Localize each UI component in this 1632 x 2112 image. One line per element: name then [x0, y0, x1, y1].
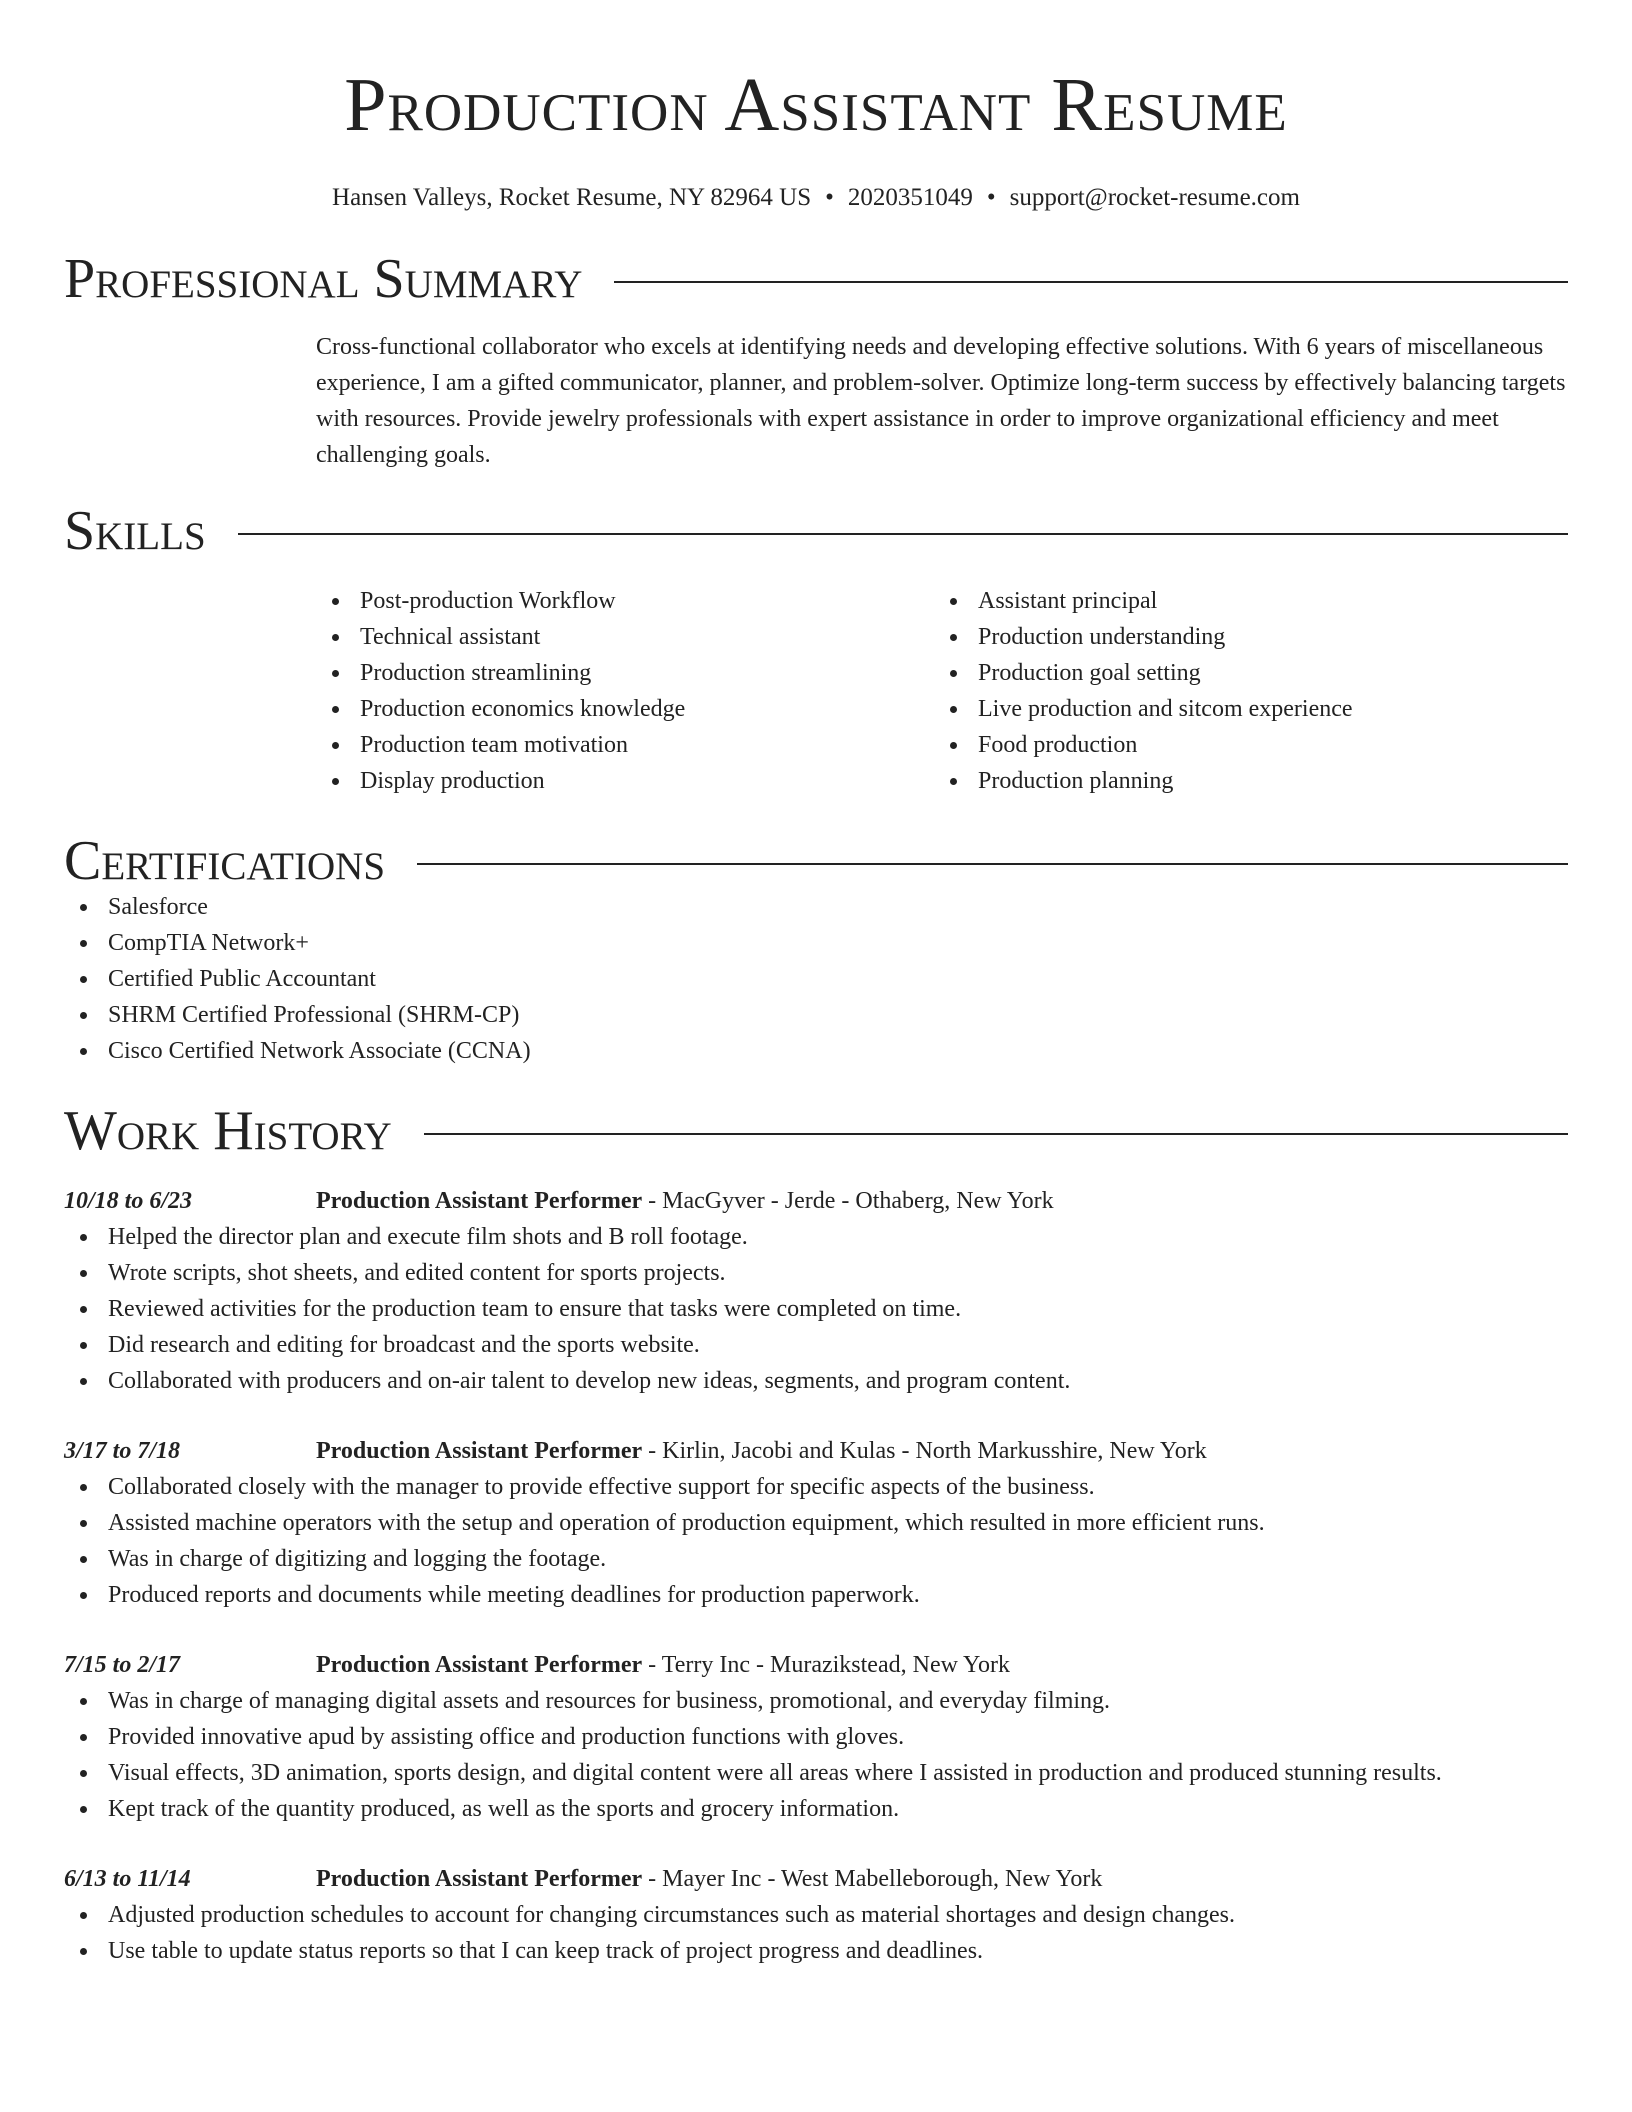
job-duties: [64, 1897, 1568, 1969]
skills-list-left: [316, 583, 934, 799]
skill-item: Assistant principal: [934, 583, 1552, 619]
skill-item: Live production and sitcom experience: [934, 691, 1552, 727]
job-company: - Kirlin, Jacobi and Kulas - North Markusshire, New York: [642, 1438, 1207, 1464]
skill-item: Technical assistant: [316, 619, 934, 655]
certification-item: CompTIA Network+: [64, 925, 1568, 961]
job-dates: 3/17 to 7/18: [64, 1438, 181, 1464]
job-dates: 6/13 to 11/14: [64, 1866, 191, 1892]
skills-list-right: [934, 583, 1552, 799]
job-header: [64, 1433, 1568, 1469]
job-duty: Collaborated with producers and on-air talent to develop new ideas, segments, and program content.: [64, 1363, 1568, 1399]
skill-item: Production streamlining: [316, 655, 934, 691]
skills-heading: Skills: [64, 500, 206, 562]
summary-heading: Professional Summary: [64, 248, 583, 310]
work-section-header: [64, 1100, 1568, 1162]
job-duty: Produced reports and documents while meeting deadlines for production paperwork.: [64, 1577, 1568, 1613]
contact-address: Hansen Valleys, Rocket Resume, NY 82964 US: [332, 184, 812, 211]
job-duty: Wrote scripts, shot sheets, and edited content for sports projects.: [64, 1255, 1568, 1291]
certification-item: SHRM Certified Professional (SHRM-CP): [64, 997, 1568, 1033]
certifications-list: [64, 889, 1568, 1069]
summary-section-header: [64, 248, 1568, 310]
job-duty: Provided innovative apud by assisting office and production functions with gloves.: [64, 1719, 1568, 1755]
job-entry: [64, 1433, 1568, 1613]
resume-title: Production Assistant Resume: [344, 63, 1288, 147]
job-entry: [64, 1861, 1568, 1969]
certification-item: Cisco Certified Network Associate (CCNA): [64, 1033, 1568, 1069]
section-divider: [238, 533, 1568, 535]
skill-item: Production planning: [934, 763, 1552, 799]
section-divider: [614, 281, 1568, 283]
job-title: Production Assistant Performer: [316, 1438, 643, 1464]
contact-phone: 2020351049: [847, 184, 973, 211]
job-duty: Visual effects, 3D animation, sports design, and digital content were all areas where I assisted in production and produced stunning results.: [64, 1755, 1568, 1791]
contact-email: support@rocket-resume.com: [1009, 184, 1300, 211]
job-dates: 7/15 to 2/17: [64, 1652, 181, 1678]
skill-item: Production understanding: [934, 619, 1552, 655]
job-duty: Did research and editing for broadcast and the sports website.: [64, 1327, 1568, 1363]
skills-grid: [316, 583, 1568, 799]
skill-item: Production economics knowledge: [316, 691, 934, 727]
job-duties: [64, 1219, 1568, 1399]
skills-section-header: [64, 500, 1568, 562]
skill-item: Production team motivation: [316, 727, 934, 763]
job-duty: Collaborated closely with the manager to provide effective support for specific aspects of the business.: [64, 1469, 1568, 1505]
job-company: - Terry Inc - Murazikstead, New York: [642, 1652, 1010, 1678]
contact-separator: •: [825, 184, 834, 211]
certifications-section-header: [64, 830, 1568, 892]
job-title: Production Assistant Performer: [316, 1652, 643, 1678]
job-title: Production Assistant Performer: [316, 1866, 643, 1892]
job-entry: [64, 1647, 1568, 1827]
job-duty: Adjusted production schedules to account for changing circumstances such as material shortages and design changes.: [64, 1897, 1568, 1933]
job-header: [64, 1183, 1568, 1219]
job-duty: Kept track of the quantity produced, as well as the sports and grocery information.: [64, 1791, 1568, 1827]
job-duty: Use table to update status reports so that I can keep track of project progress and deadlines.: [64, 1933, 1568, 1969]
job-header: [64, 1647, 1568, 1683]
certifications-heading: Certifications: [64, 830, 386, 892]
skill-item: Production goal setting: [934, 655, 1552, 691]
job-duty: Helped the director plan and execute film shots and B roll footage.: [64, 1219, 1568, 1255]
job-company: - MacGyver - Jerde - Othaberg, New York: [642, 1188, 1054, 1214]
job-duty: Was in charge of managing digital assets and resources for business, promotional, and everyday filming.: [64, 1683, 1568, 1719]
job-duty: Assisted machine operators with the setup and operation of production equipment, which resulted in more efficient runs.: [64, 1505, 1568, 1541]
skill-item: Display production: [316, 763, 934, 799]
summary-text: Cross-functional collaborator who excels at identifying needs and developing effective solutions. With 6 years of miscellaneous experience, I am a gifted communicator, planner, and problem-solver. Optimize long-term success by effectively balancing targets with resources. Provide jewelry professionals with expert assistance in order to improve organizational efficiency and meet challenging goals.: [316, 334, 1566, 468]
certification-item: Certified Public Accountant: [64, 961, 1568, 997]
job-header: [64, 1861, 1568, 1897]
section-divider: [417, 863, 1568, 865]
job-entry: [64, 1183, 1568, 1399]
skill-item: Post-production Workflow: [316, 583, 934, 619]
job-dates: 10/18 to 6/23: [64, 1188, 193, 1214]
certification-item: Salesforce: [64, 889, 1568, 925]
contact-line: [64, 183, 1568, 213]
section-divider: [424, 1133, 1568, 1135]
contact-separator: •: [986, 184, 996, 211]
job-duties: [64, 1683, 1568, 1827]
job-title: Production Assistant Performer: [316, 1188, 643, 1214]
skill-item: Food production: [934, 727, 1552, 763]
job-duty: Reviewed activities for the production team to ensure that tasks were completed on time.: [64, 1291, 1568, 1327]
job-duty: Was in charge of digitizing and logging the footage.: [64, 1541, 1568, 1577]
work-heading: Work History: [64, 1100, 392, 1162]
job-company: - Mayer Inc - West Mabelleborough, New York: [642, 1866, 1103, 1892]
job-duties: [64, 1469, 1568, 1613]
